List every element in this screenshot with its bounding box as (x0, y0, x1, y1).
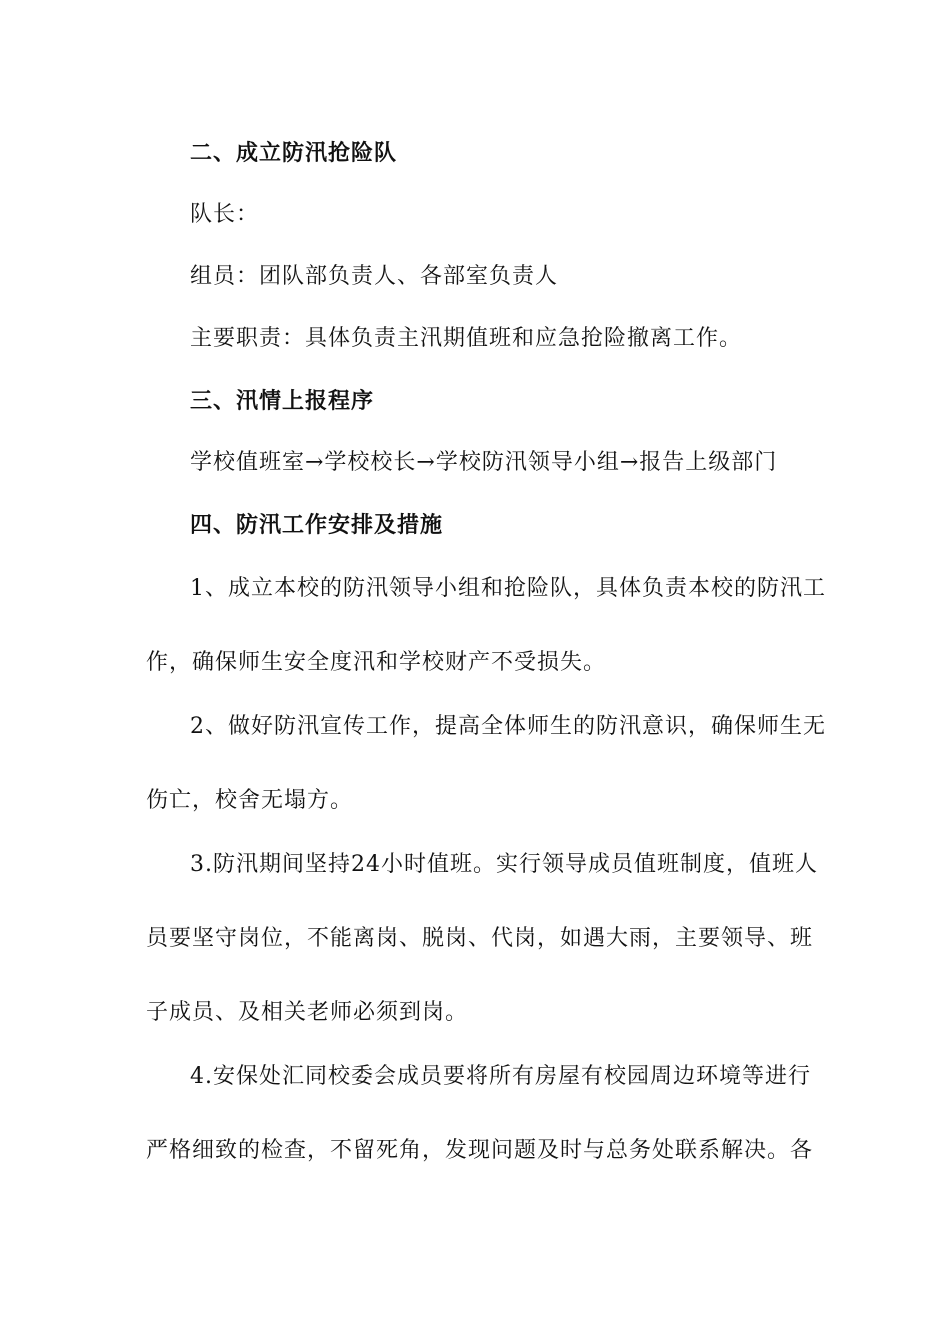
item-4-line-2: 严格细致的检查，不留死角，发现问题及时与总务处联系解决。各 (146, 1138, 814, 1163)
item-3-line-1: 3.防汛期间坚持24小时值班。实行领导成员值班制度，值班人 (190, 852, 818, 877)
item-1-line-2: 作，确保师生安全度汛和学校财产不受损失。 (146, 650, 607, 675)
reporting-flow-line: 学校值班室→学校校长→学校防汛领导小组→报告上级部门 (190, 450, 778, 475)
item-2-line-1: 2、做好防汛宣传工作，提高全体师生的防汛意识，确保师生无 (190, 714, 826, 739)
members-line: 组员：团队部负责人、各部室负责人 (190, 264, 559, 289)
captain-line: 队长： (190, 202, 260, 227)
duties-line: 主要职责：具体负责主汛期值班和应急抢险撤离工作。 (190, 326, 743, 351)
item-1-line-1: 1、成立本校的防汛领导小组和抢险队，具体负责本校的防汛工 (190, 576, 826, 601)
section-heading-3: 三、汛情上报程序 (190, 388, 375, 414)
section-heading-2: 二、成立防汛抢险队 (190, 140, 398, 166)
item-3-line-2: 员要坚守岗位，不能离岗、脱岗、代岗，如遇大雨，主要领导、班 (146, 926, 814, 951)
item-4-line-1: 4.安保处汇同校委会成员要将所有房屋有校园周边环境等进行 (190, 1064, 811, 1089)
item-2-line-2: 伤亡，校舍无塌方。 (146, 788, 354, 813)
section-heading-4: 四、防汛工作安排及措施 (190, 512, 444, 538)
item-3-line-3: 子成员、及相关老师必须到岗。 (146, 1000, 469, 1025)
